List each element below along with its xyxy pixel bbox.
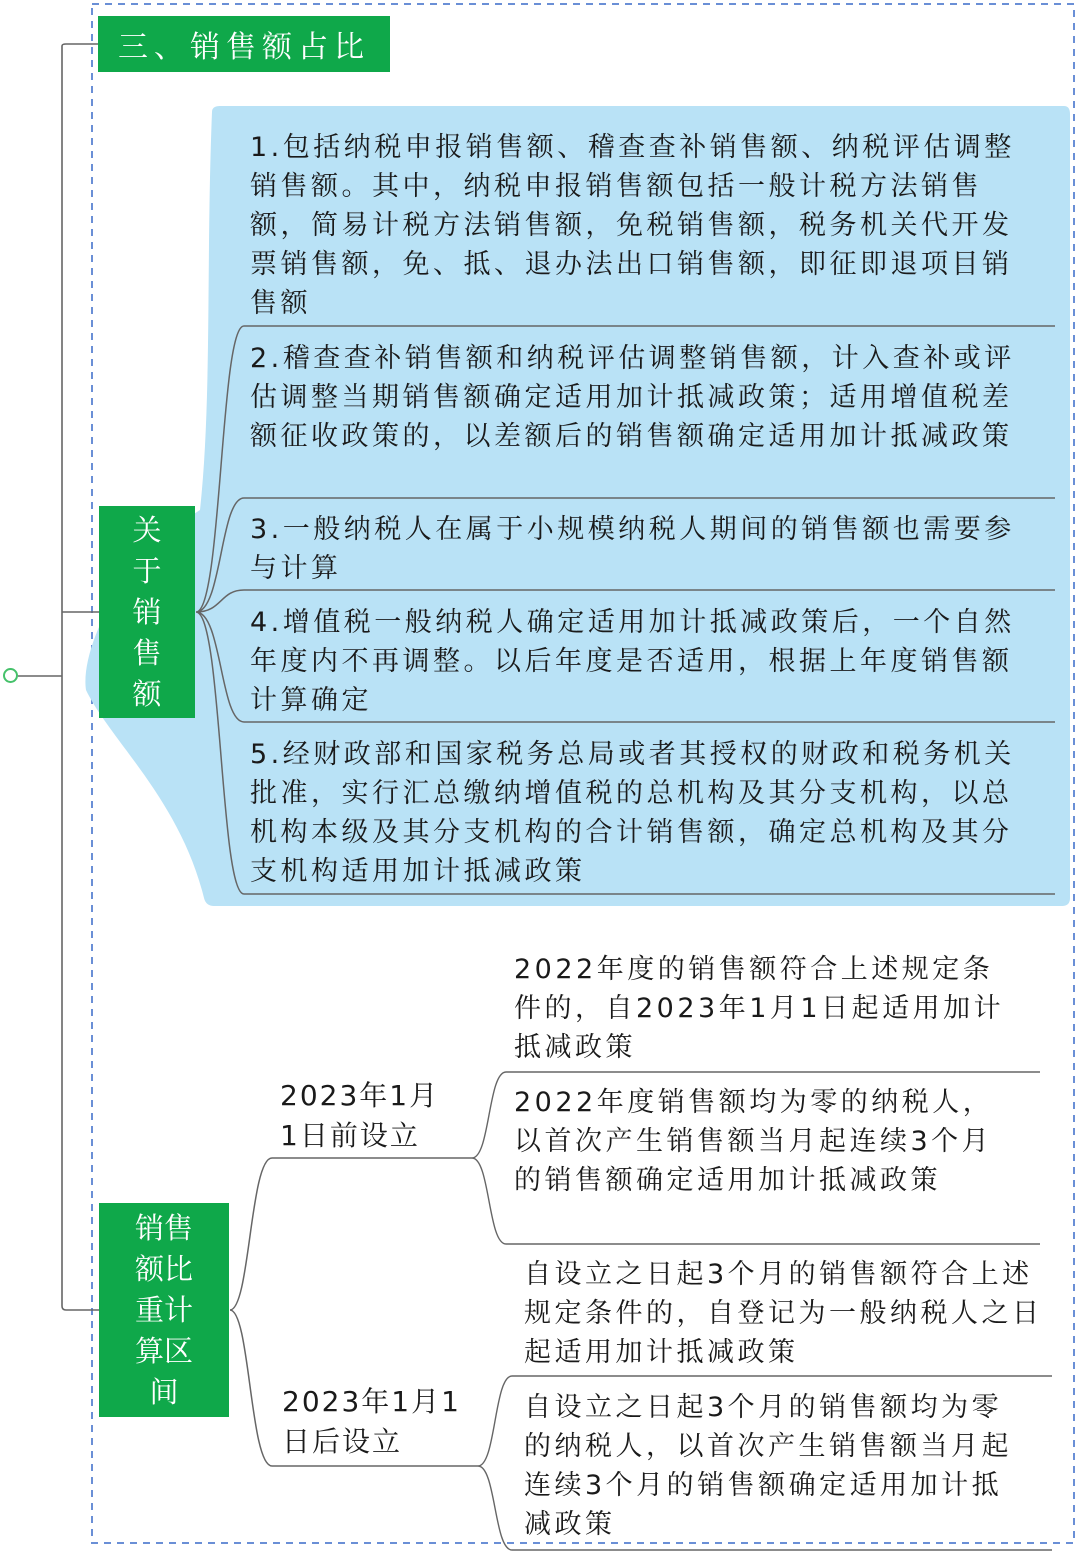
branch-label-period[interactable] bbox=[99, 1203, 229, 1417]
about-item-2: 2.稽查查补销售额和纳税评估调整销售额，计入查补或评估调整当期销售额确定适用加计抵减政策；适用增值税差额征收政策的，以差额后的销售额确定适用加计抵减政策 bbox=[250, 343, 1015, 452]
root-node-dot[interactable] bbox=[3, 668, 18, 683]
branch-label-about-sales[interactable] bbox=[99, 506, 195, 718]
about-item-5: 5.经财政部和国家税务总局或者其授权的财政和税务机关批准，实行汇总缴纳增值税的总机构及其分支机构，以总机构本级及其分支机构的合计销售额，确定总机构及其分支机构适用加计抵减政策 bbox=[250, 739, 1015, 887]
group-heading-before-2023: 2023年1月1日前设立 bbox=[280, 1079, 440, 1152]
about-item-1: 1.包括纳税申报销售额、稽查查补销售额、纳税评估调整销售额。其中，纳税申报销售额包括一般计税方法销售额，简易计税方法销售额，免税销售额，税务机关代开发票销售额，免、抵、退办法出口销售额，即征即退项目销售额 bbox=[250, 132, 1015, 319]
period-item-1: 2022年度的销售额符合上述规定条件的，自2023年1月1日起适用加计抵减政策 bbox=[514, 954, 1005, 1063]
period-item-2: 2022年度销售额均为零的纳税人，以首次产生销售额当月起连续3个月的销售额确定适用加计抵减政策 bbox=[514, 1087, 994, 1196]
group-heading-after-2023: 2023年1月1日后设立 bbox=[282, 1385, 461, 1458]
about-item-3: 3.一般纳税人在属于小规模纳税人期间的销售额也需要参与计算 bbox=[250, 514, 1015, 584]
branch-label-text: 销售额比重计算区间 bbox=[134, 1210, 193, 1409]
about-item-4: 4.增值税一般纳税人确定适用加计抵减政策后，一个自然年度内不再调整。以后年度是否适用，根据上年度销售额计算确定 bbox=[250, 607, 1015, 716]
period-item-4: 自设立之日起3个月的销售额均为零的纳税人，以首次产生销售额当月起连续3个月的销售额确定适用加计抵减政策 bbox=[524, 1392, 1012, 1540]
section-title: 三、销售额占比 bbox=[98, 16, 390, 72]
branch-label-text: 关于销售额 bbox=[132, 512, 162, 711]
period-item-3: 自设立之日起3个月的销售额符合上述规定条件的，自登记为一般纳税人之日起适用加计抵减政策 bbox=[524, 1259, 1043, 1368]
